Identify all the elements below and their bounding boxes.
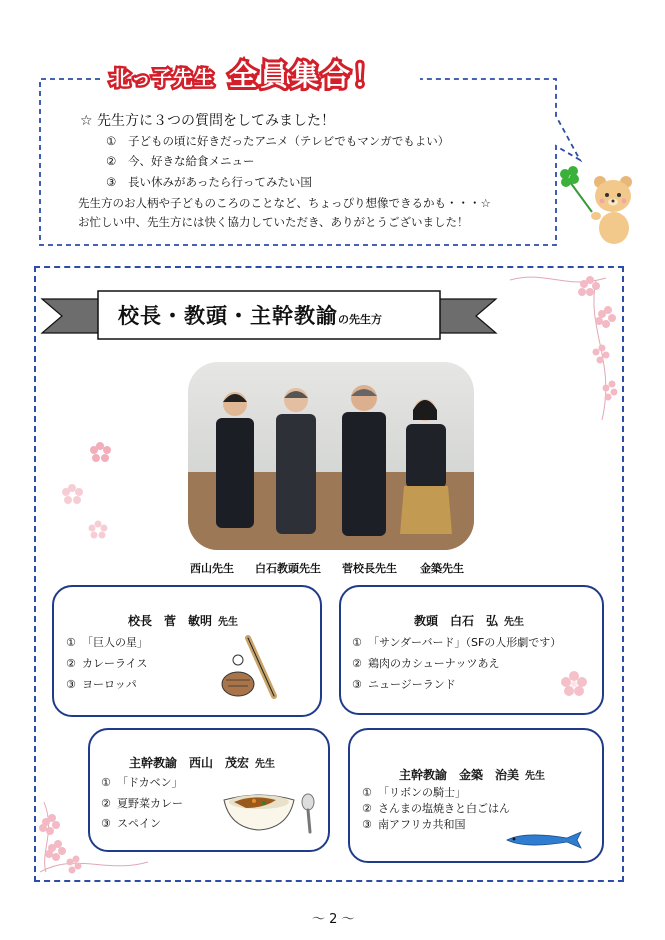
flower-decoration-icon: [58, 432, 124, 542]
card-chief-teacher-kanetsuki-answer-2: ② さんまの塩焼きと白ごはん: [362, 802, 510, 815]
question-2: ② 今、好きな給食メニュー: [106, 154, 255, 168]
card-principal-title: 校長 菅 敏明 先生: [128, 614, 239, 628]
intro-lead: [80, 110, 335, 130]
card-principal-answer-1: ① 「巨人の星」: [66, 636, 148, 649]
question-1: ① 子どもの頃に好きだったアニメ（テレビでもマンガでもよい）: [106, 134, 450, 148]
intro-note-1: 先生方のお人柄や子どものころのことなど、ちょっぴり想像できるかも・・・☆: [78, 196, 491, 210]
fish-icon: [505, 829, 585, 851]
title-big: 全員集合！: [229, 59, 385, 92]
card-vice-principal-answer-2: ② 鶏肉のカシューナッツあえ: [352, 657, 500, 670]
bear-clover-icon: [556, 160, 640, 246]
card-chief-teacher-nishiyama-answer-3: ③ スペイン: [101, 817, 161, 830]
photo-caption-2: 白石教頭先生: [255, 562, 321, 575]
flower-decoration-icon: [506, 270, 622, 440]
page-number: ～ 2 ～: [312, 912, 355, 927]
intro-lead-text: 先生方に３つの質問をしてみました！: [97, 113, 336, 129]
photo-caption-1: 西山先生: [190, 562, 234, 575]
card-vice-principal-answer-3: ③ ニュージーランド: [352, 678, 456, 691]
card-chief-teacher-kanetsuki-answer-1: ① 「リボンの騎士」: [362, 786, 466, 799]
card-chief-teacher-kanetsuki-title: 主幹教諭 金築 治美 先生: [399, 768, 546, 782]
curry-bowl-icon: [222, 788, 322, 838]
card-principal-answer-3: ③ ヨーロッパ: [66, 678, 137, 691]
group-photo: [188, 362, 474, 550]
card-chief-teacher-kanetsuki-answer-3: ③ 南アフリカ共和国: [362, 818, 466, 831]
card-principal-answer-2: ② カレーライス: [66, 657, 148, 670]
banner-title-text: 校長・教頭・主幹教諭: [118, 304, 338, 328]
star-icon: ☆: [80, 113, 93, 129]
intro-note-2: お忙しい中、先生方には快く協力していただき、ありがとうございました！: [78, 215, 469, 229]
group-photo-figures: [188, 362, 474, 550]
card-chief-teacher-nishiyama-answer-1: ① 「ドカベン」: [101, 776, 183, 789]
card-chief-teacher-nishiyama-answer-2: ② 夏野菜カレー: [101, 797, 183, 810]
title-small: 北っ子先生: [110, 66, 215, 90]
banner-title: [118, 300, 382, 330]
card-vice-principal-answer-1: ① 「サンダーバード」（SFの人形劇です）: [352, 636, 562, 649]
question-3: ③ 長い休みがあったら行ってみたい国: [106, 175, 312, 189]
baseball-glove-bat-icon: [218, 634, 284, 702]
banner-title-suffix: の先生方: [338, 313, 382, 326]
card-chief-teacher-nishiyama-title: 主幹教諭 西山 茂宏 先生: [129, 756, 276, 770]
photo-caption-3: 菅校長先生: [342, 562, 397, 575]
photo-caption-4: 金築先生: [420, 562, 464, 575]
card-vice-principal-title: 教頭 白石 弘 先生: [414, 614, 525, 628]
flower-icon: [560, 670, 588, 696]
